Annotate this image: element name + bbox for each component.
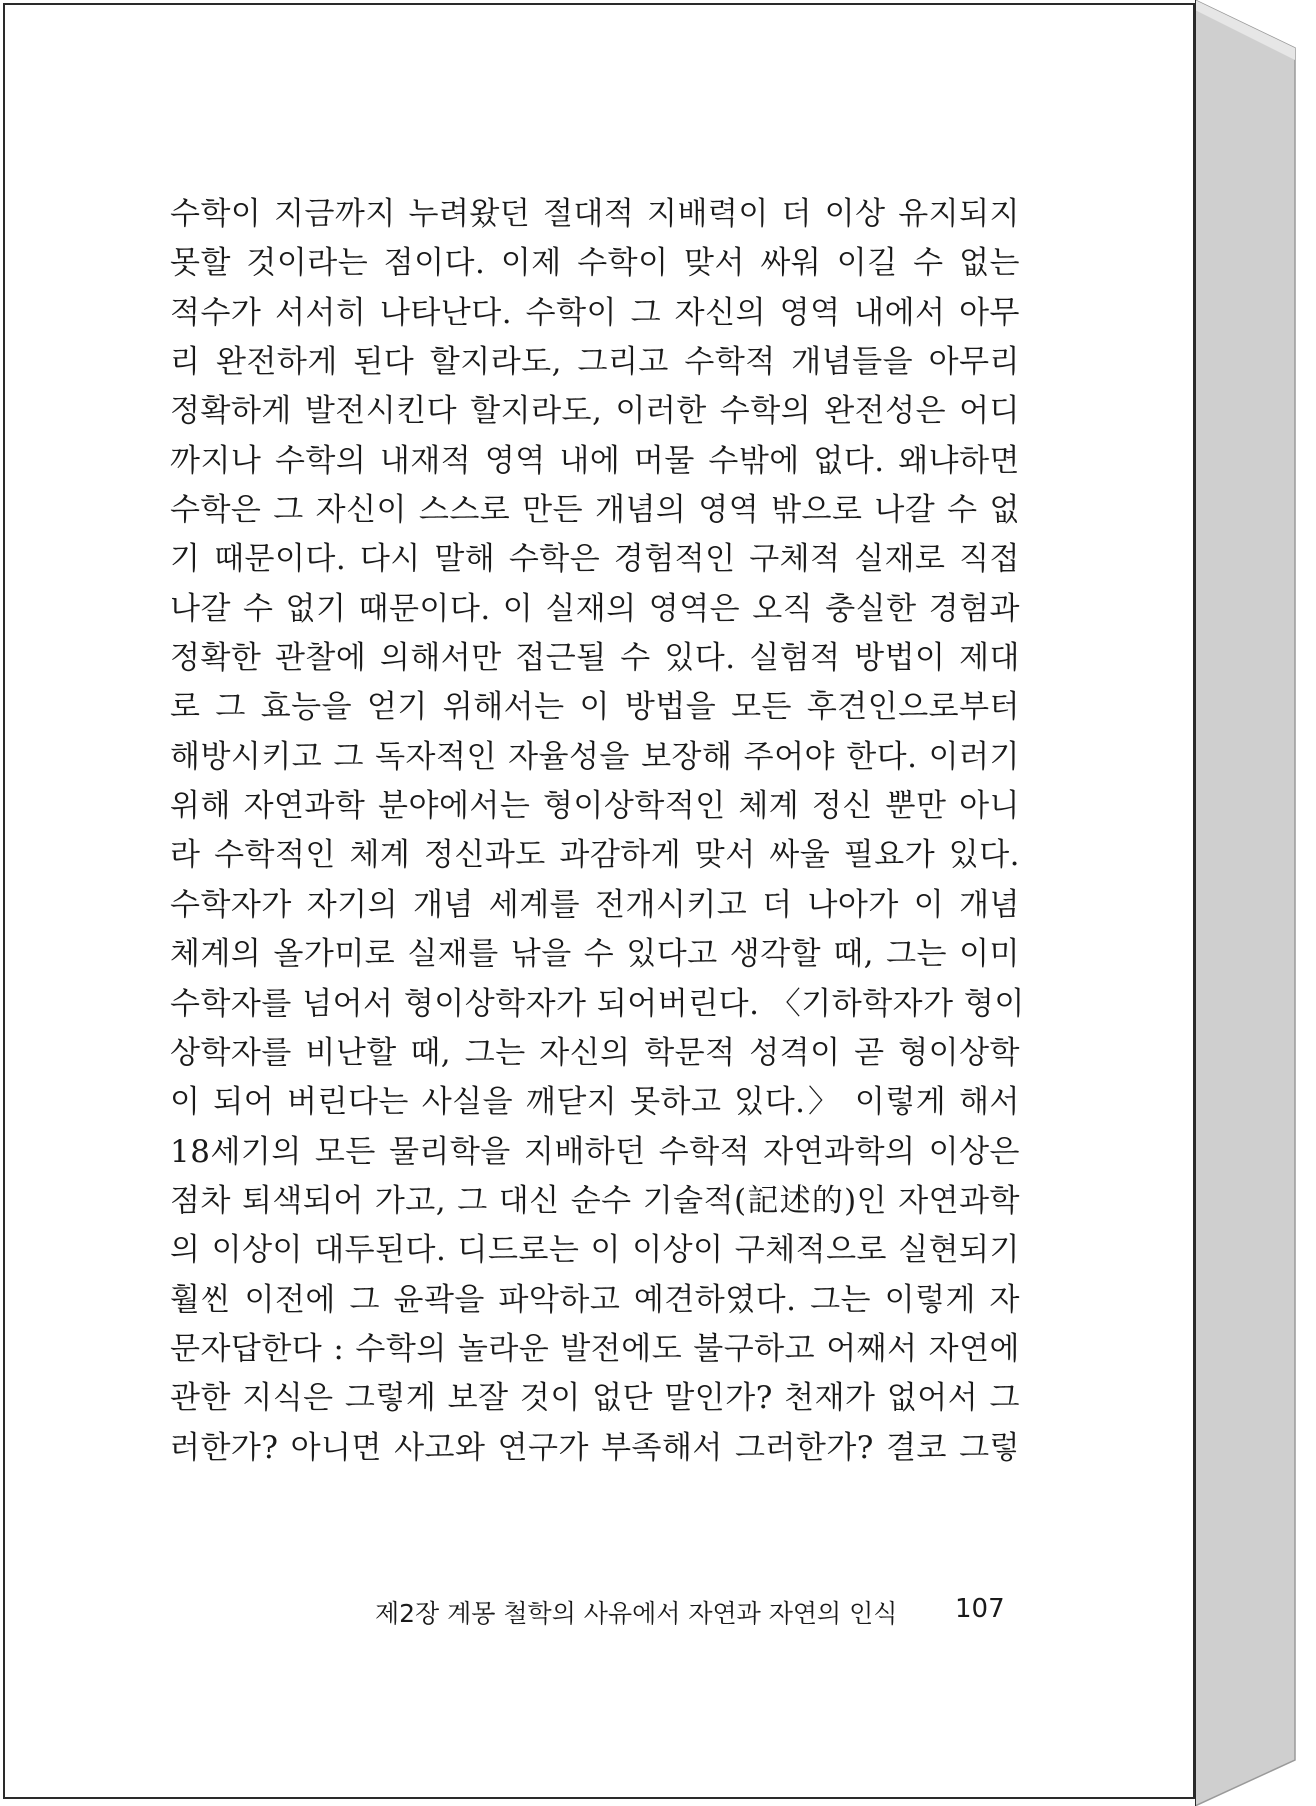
text-line: 관한 지식은 그렇게 보잘 것이 없단 말인가? 천재가 없어서 그	[170, 1380, 1020, 1417]
text-line: 수학이 지금까지 누려왔던 절대적 지배력이 더 이상 유지되지	[170, 196, 1020, 232]
text-line: 정확한 관찰에 의해서만 접근될 수 있다. 실험적 방법이 제대	[170, 640, 1020, 677]
text-line: 해방시키고 그 독자적인 자율성을 보장해 주어야 한다. 이러기	[170, 738, 1020, 775]
text-line: 18세기의 모든 물리학을 지배하던 수학적 자연과학의 이상은	[170, 1133, 1020, 1170]
text-line: 러한가? 아니면 사고와 연구가 부족해서 그러한가? 결코 그렇	[170, 1429, 1020, 1466]
text-line: 나갈 수 없기 때문이다. 이 실재의 영역은 오직 충실한 경험과	[170, 590, 1020, 627]
text-line: 체계의 올가미로 실재를 낚을 수 있다고 생각할 때, 그는 이미	[170, 936, 1020, 973]
page-stack-edge	[1195, 0, 1316, 1806]
text-line: 위해 자연과학 분야에서는 형이상학적인 체계 정신 뿐만 아니	[170, 788, 1020, 825]
text-line: 까지나 수학의 내재적 영역 내에 머물 수밖에 없다. 왜냐하면	[170, 442, 1020, 479]
text-line: 정확하게 발전시킨다 할지라도, 이러한 수학의 완전성은 어디	[170, 393, 1020, 430]
text-line: 라 수학적인 체계 정신과도 과감하게 맞서 싸울 필요가 있다.	[170, 837, 1020, 874]
text-line: 수학자를 넘어서 형이상학자가 되어버린다. 〈기하학자가 형이	[170, 985, 1025, 1022]
text-line: 수학자가 자기의 개념 세계를 전개시키고 더 나아가 이 개념	[170, 886, 1020, 923]
text-line: 점차 퇴색되어 가고, 그 대신 순수 기술적(記述的)인 자연과학	[170, 1182, 1020, 1219]
text-line: 의 이상이 대두된다. 디드로는 이 이상이 구체적으로 실현되기	[170, 1232, 1020, 1269]
running-footer-chapter-title: 제2장 계몽 철학의 사유에서 자연과 자연의 인식	[375, 1599, 898, 1628]
text-line: 훨씬 이전에 그 윤곽을 파악하고 예견하였다. 그는 이렇게 자	[170, 1281, 1020, 1318]
text-line: 로 그 효능을 얻기 위해서는 이 방법을 모든 후견인으로부터	[170, 689, 1020, 726]
text-line: 기 때문이다. 다시 말해 수학은 경험적인 구체적 실재로 직접	[170, 541, 1020, 578]
page-number: 107	[955, 1594, 1005, 1624]
text-line: 리 완전하게 된다 할지라도, 그리고 수학적 개념들을 아무리	[170, 344, 1020, 381]
text-line: 문자답한다 : 수학의 놀라운 발전에도 불구하고 어째서 자연에	[170, 1330, 1020, 1367]
text-line: 이 되어 버린다는 사실을 깨닫지 못하고 있다.〉 이렇게 해서	[170, 1084, 1020, 1121]
text-line: 적수가 서서히 나타난다. 수학이 그 자신의 영역 내에서 아무	[170, 294, 1020, 331]
page-footer	[375, 1594, 1005, 1634]
body-text	[170, 190, 1025, 1473]
text-line: 못할 것이라는 점이다. 이제 수학이 맞서 싸워 이길 수 없는	[170, 245, 1020, 282]
text-line: 상학자를 비난할 때, 그는 자신의 학문적 성격이 곧 형이상학	[170, 1034, 1020, 1071]
text-line: 수학은 그 자신이 스스로 만든 개념의 영역 밖으로 나갈 수 없	[170, 492, 1020, 529]
